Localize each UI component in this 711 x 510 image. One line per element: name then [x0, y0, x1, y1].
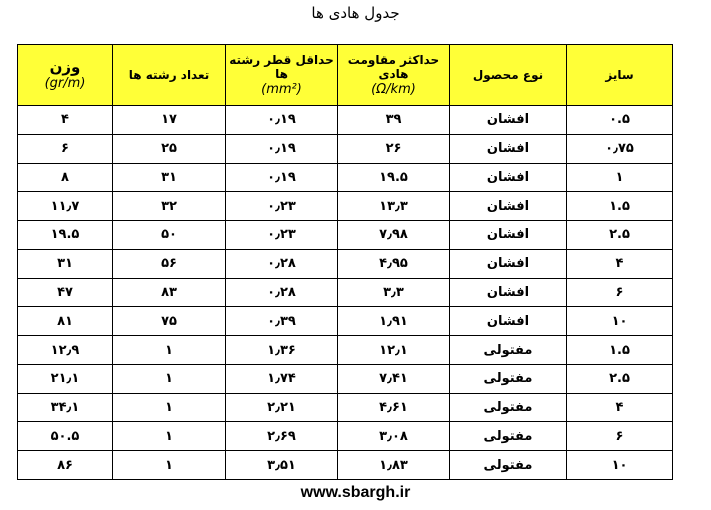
cell-weight: ۱۲٫۹: [18, 336, 113, 365]
col-type: نوع محصول: [450, 45, 567, 106]
table-row: [18, 278, 673, 307]
cell-strands: ۱: [113, 451, 226, 480]
cell-size: ۱۰: [567, 451, 673, 480]
cell-diameter: ۲٫۲۱: [226, 393, 338, 422]
cell-resistance: ۴٫۹۵: [338, 249, 450, 278]
table-row: [18, 336, 673, 365]
cell-weight: ۱۱٫۷: [18, 192, 113, 221]
cell-size: ۶: [567, 422, 673, 451]
cell-weight: ۲۱٫۱: [18, 364, 113, 393]
cell-diameter: ۲٫۶۹: [226, 422, 338, 451]
cell-resistance: ۴٫۶۱: [338, 393, 450, 422]
table-row: [18, 192, 673, 221]
cell-diameter: ۱٫۳۶: [226, 336, 338, 365]
cell-type: افشان: [450, 163, 567, 192]
cell-type: افشان: [450, 221, 567, 250]
cell-strands: ۷۵: [113, 307, 226, 336]
cell-strands: ۸۳: [113, 278, 226, 307]
diameter-unit: (mm²): [261, 81, 302, 97]
cell-strands: ۱: [113, 393, 226, 422]
cell-weight: ۶: [18, 134, 113, 163]
weight-unit: (gr/m): [44, 76, 86, 92]
cell-diameter: ۰٫۳۹: [226, 307, 338, 336]
cell-type: افشان: [450, 307, 567, 336]
table-row: [18, 106, 673, 135]
cell-type: مفتولی: [450, 364, 567, 393]
table-row: [18, 307, 673, 336]
table-header-row: [18, 45, 673, 106]
cell-size: ۴: [567, 249, 673, 278]
table-row: [18, 364, 673, 393]
cell-strands: ۵۶: [113, 249, 226, 278]
cell-weight: ۳۱: [18, 249, 113, 278]
table-row: [18, 249, 673, 278]
cell-diameter: ۰٫۱۹: [226, 163, 338, 192]
cell-resistance: ۷٫۹۸: [338, 221, 450, 250]
cell-diameter: ۱٫۷۴: [226, 364, 338, 393]
cell-strands: ۱۷: [113, 106, 226, 135]
cell-size: ۱.۵: [567, 192, 673, 221]
cell-type: مفتولی: [450, 336, 567, 365]
col-weight: وزن (gr/m): [18, 45, 113, 106]
cell-size: ۴: [567, 393, 673, 422]
cell-type: افشان: [450, 249, 567, 278]
cell-type: افشان: [450, 278, 567, 307]
cell-size: ۶: [567, 278, 673, 307]
cell-diameter: ۳٫۵۱: [226, 451, 338, 480]
cell-size: ۱: [567, 163, 673, 192]
cell-type: مفتولی: [450, 422, 567, 451]
col-diameter: حداقل قطر رشته ها (mm²): [226, 45, 338, 106]
col-strands: تعداد رشته ها: [113, 45, 226, 106]
cell-weight: ۸۶: [18, 451, 113, 480]
cell-resistance: ۱۳٫۳: [338, 192, 450, 221]
cell-weight: ۴: [18, 106, 113, 135]
cell-type: افشان: [450, 192, 567, 221]
cell-strands: ۳۲: [113, 192, 226, 221]
cell-size: ۰٫۷۵: [567, 134, 673, 163]
cell-diameter: ۰٫۱۹: [226, 134, 338, 163]
cell-weight: ۱۹.۵: [18, 221, 113, 250]
cell-weight: ۸: [18, 163, 113, 192]
cell-weight: ۸۱: [18, 307, 113, 336]
cell-diameter: ۰٫۲۸: [226, 278, 338, 307]
cell-type: مفتولی: [450, 393, 567, 422]
cell-diameter: ۰٫۱۹: [226, 106, 338, 135]
conductor-table: [17, 44, 673, 480]
cell-size: ۰.۵: [567, 106, 673, 135]
cell-resistance: ۱٫۹۱: [338, 307, 450, 336]
cell-resistance: ۳۹: [338, 106, 450, 135]
cell-size: ۱.۵: [567, 336, 673, 365]
cell-resistance: ۳٫۳: [338, 278, 450, 307]
cell-type: مفتولی: [450, 451, 567, 480]
cell-weight: ۳۴٫۱: [18, 393, 113, 422]
table-row: [18, 134, 673, 163]
cell-resistance: ۱۲٫۱: [338, 336, 450, 365]
cell-strands: ۲۵: [113, 134, 226, 163]
cell-weight: ۴۷: [18, 278, 113, 307]
cell-resistance: ۲۶: [338, 134, 450, 163]
cell-strands: ۱: [113, 336, 226, 365]
cell-size: ۲.۵: [567, 364, 673, 393]
cell-resistance: ۷٫۴۱: [338, 364, 450, 393]
cell-diameter: ۰٫۲۸: [226, 249, 338, 278]
table-row: [18, 422, 673, 451]
cell-resistance: ۱۹.۵: [338, 163, 450, 192]
website-url: www.sbargh.ir: [300, 484, 411, 501]
cell-strands: ۵۰: [113, 221, 226, 250]
cell-strands: ۱: [113, 422, 226, 451]
cell-resistance: ۳٫۰۸: [338, 422, 450, 451]
cell-resistance: ۱٫۸۳: [338, 451, 450, 480]
col-resistance: حداکثر مقاومت هادی (Ω/km): [338, 45, 450, 106]
col-size: سایز: [567, 45, 673, 106]
table-row: [18, 221, 673, 250]
cell-diameter: ۰٫۲۳: [226, 192, 338, 221]
cell-strands: ۳۱: [113, 163, 226, 192]
cell-weight: ۵۰.۵: [18, 422, 113, 451]
table-body: [18, 106, 673, 480]
cell-size: ۲.۵: [567, 221, 673, 250]
cell-diameter: ۰٫۲۳: [226, 221, 338, 250]
table-row: [18, 163, 673, 192]
cell-strands: ۱: [113, 364, 226, 393]
cell-type: افشان: [450, 134, 567, 163]
page-title: جدول هادی ها: [311, 4, 400, 22]
cell-type: افشان: [450, 106, 567, 135]
table-row: [18, 451, 673, 480]
table-row: [18, 393, 673, 422]
resistance-unit: (Ω/km): [371, 81, 416, 97]
cell-size: ۱۰: [567, 307, 673, 336]
